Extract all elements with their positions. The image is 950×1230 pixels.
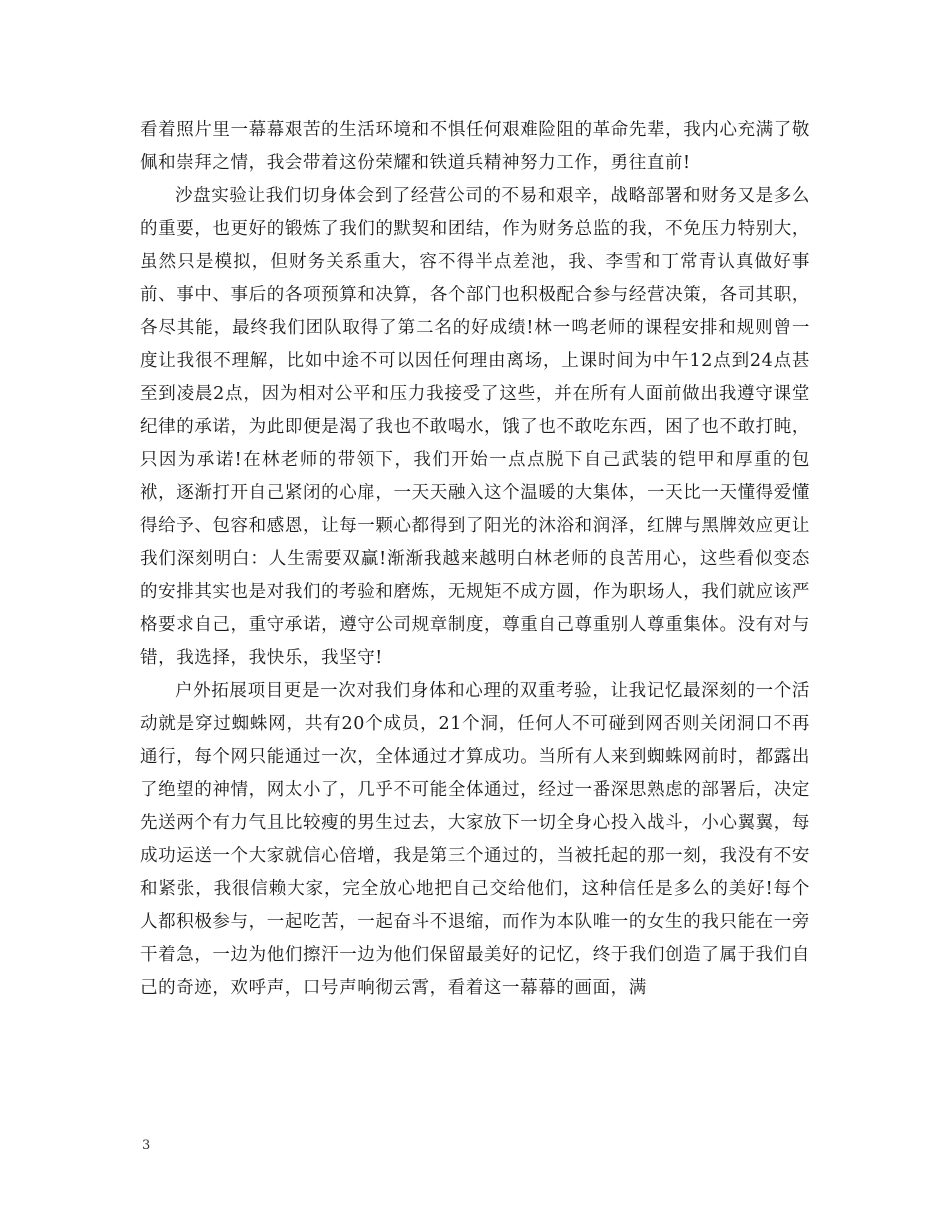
paragraph-1: 看着照片里一幕幕艰苦的生活环境和不惧任何艰难险阻的革命先辈，我内心充满了敬佩和崇拜之情，我会带着这份荣耀和铁道兵精神努力工作，勇往直前! bbox=[140, 120, 810, 173]
page-number: 3 bbox=[142, 1138, 151, 1153]
paragraph-2: 沙盘实验让我们切身体会到了经营公司的不易和艰辛，战略部署和财务又是多么的重要，也更好的锻炼了我们的默契和团结，作为财务总监的我，不免压力特别大，虽然只是模拟，但财务关系重大，容不得半点差池，我、李雪和丁常青认真做好事前、事中、事后的各项预算和决算，各个部门也积极配合参与经营决策，各司其职，各尽其能，最终我们团队取得了第二名的好成绩!林一鸣老师的课程安排和规则曾一度让我很不理解，比如中途不可以因任何理由离场，上课时间为中午12点到24点甚至到凌晨2点，因为相对公平和压力我接受了这些，并在所有人面前做出我遵守课堂纪律的承诺，为此即便是渴了我也不敢喝水，饿了也不敢吃东西，困了也不敢打盹，只因为承诺!在林老师的带领下，我们开始一点点脱下自己武装的铠甲和厚重的包袱，逐渐打开自己紧闭的心扉，一天天融入这个温暖的大集体，一天比一天懂得爱懂得给予、包容和感恩，让每一颗心都得到了阳光的沐浴和润泽，红牌与黑牌效应更让我们深刻明白：人生需要双赢!渐渐我越来越明白林老师的良苦用心，这些看似变态的安排其实也是对我们的考验和磨炼，无规矩不成方圆，作为职场人，我们就应该严格要求自己，重守承诺，遵守公司规章制度，尊重自己尊重别人尊重集体。没有对与错，我选择，我快乐，我坚守! bbox=[140, 186, 810, 668]
paragraph-3: 户外拓展项目更是一次对我们身体和心理的双重考验，让我记忆最深刻的一个活动就是穿过蜘蛛网，共有20个成员，21个洞，任何人不可碰到网否则关闭洞口不再通行，每个网只能通过一次，全体通过才算成功。当所有人来到蜘蛛网前时，都露出了绝望的神情，网太小了，几乎不可能全体通过，经过一番深思熟虑的部署后，决定先送两个有力气且比较瘦的男生过去，大家放下一切全身心投入战斗，小心翼翼，每成功运送一个大家就信心倍增，我是第三个通过的，当被托起的那一刻，我没有不安和紧张，我很信赖大家，完全放心地把自己交给他们，这种信任是多么的美好!每个人都积极参与，一起吃苦，一起奋斗不退缩，而作为本队唯一的女生的我只能在一旁干着急，一边为他们擦汗一边为他们保留最美好的记忆，终于我们创造了属于我们自己的奇迹，欢呼声，口号声响彻云霄，看着这一幕幕的画面，满 bbox=[140, 681, 810, 998]
document-body bbox=[140, 114, 810, 1005]
